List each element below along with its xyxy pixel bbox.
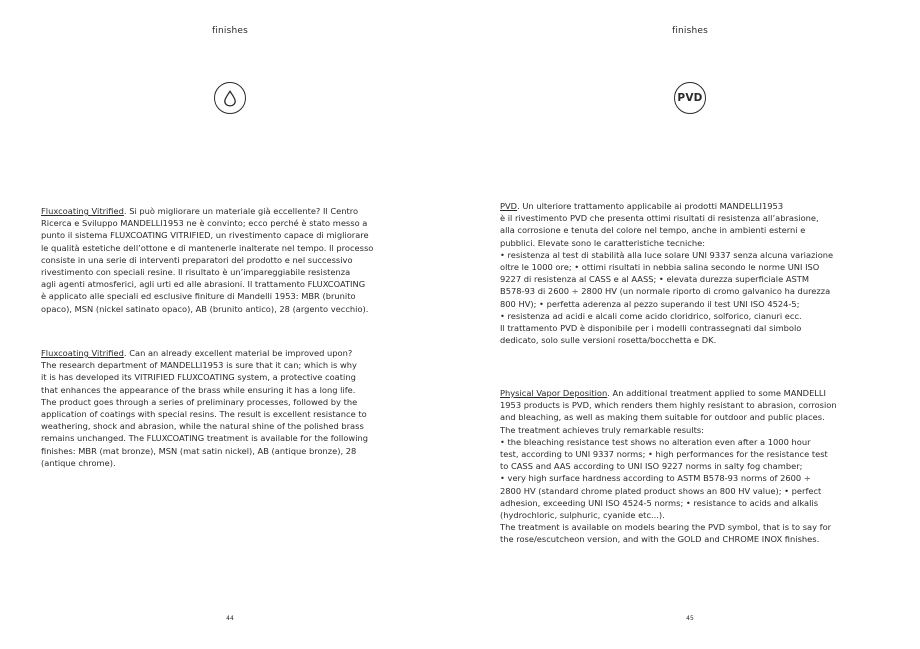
fluxcoating-english-title: Fluxcoating Vitrified bbox=[41, 348, 124, 358]
pvd-badge-icon bbox=[674, 82, 706, 114]
paragraph-line: 1953 products is PVD, which renders them highly resistant to abrasion, corrosion bbox=[500, 400, 837, 411]
paragraph-line: test, according to UNI 9337 norms; • high performances for the resistance test bbox=[500, 449, 828, 460]
first-line-text: . Si può migliorare un materiale già eccellente? Il Centro bbox=[123, 206, 359, 216]
paragraph-line: oltre le 1000 ore; • ottimi risultati in nebbia salina secondo le norme UNI ISO bbox=[500, 262, 820, 273]
fluxcoating-italian-paragraph bbox=[41, 205, 373, 315]
paragraph-line: application of coatings with special resins. The result is excellent resistance to bbox=[41, 409, 367, 420]
paragraph-line: the rose/escutcheon version, and with the GOLD and CHROME INOX finishes. bbox=[500, 534, 820, 545]
paragraph-line: (hydrochloric, sulphuric, cyanide etc...). bbox=[500, 510, 665, 521]
paragraph-first-line bbox=[500, 200, 833, 212]
paragraph-line: Il trattamento PVD è disponibile per i modelli contrassegnati dal simbolo bbox=[500, 323, 802, 334]
pvd-english-paragraph bbox=[500, 387, 837, 546]
right-page-header: finishes bbox=[671, 26, 709, 36]
paragraph-line: • the bleaching resistance test shows no alteration even after a 1000 hour bbox=[500, 436, 811, 447]
paragraph-line: è applicato alle speciali ed esclusive finiture di Mandelli 1953: MBR (brunito bbox=[41, 291, 356, 302]
paragraph-line: dedicato, solo sulle versioni rosetta/bocchetta e DK. bbox=[500, 335, 717, 346]
first-line-text: . An additional treatment applied to some MANDELLI bbox=[607, 388, 827, 398]
paragraph-first-line bbox=[41, 205, 373, 217]
paragraph-first-line bbox=[41, 347, 368, 359]
paragraph-line: The research department of MANDELLI1953 is sure that it can; which is why bbox=[41, 360, 357, 371]
paragraph-line: • resistenza ad acidi e alcali come acido cloridrico, solforico, cianuri ecc. bbox=[500, 310, 802, 321]
paragraph-line: The treatment achieves truly remarkable results: bbox=[500, 424, 704, 435]
paragraph-line: opaco), MSN (nickel satinato opaco), AB (brunito antico), 28 (argento vecchio). bbox=[41, 303, 369, 314]
paragraph-line: and bleaching, as well as making them suitable for outdoor and public places. bbox=[500, 412, 825, 423]
pvd-italian-paragraph bbox=[500, 200, 833, 346]
paragraph-line: 2800 HV (standard chrome plated product shows an 800 HV value); • perfect bbox=[500, 485, 822, 496]
right-page bbox=[460, 0, 920, 649]
pvd-italian-title: PVD bbox=[500, 201, 518, 211]
paragraph-line: pubblici. Elevate sono le caratteristiche tecniche: bbox=[500, 237, 705, 248]
paragraph-line: • very high surface hardness according to ASTM B578-93 norms of 2600 ÷ bbox=[500, 473, 811, 484]
water-drop-icon bbox=[214, 82, 246, 114]
pvd-badge-label: PVD bbox=[677, 92, 703, 104]
left-page-number: 44 bbox=[226, 615, 234, 622]
paragraph-line: punto il sistema FLUXCOATING VITRIFIED, un rivestimento capace di migliorare bbox=[41, 230, 369, 241]
right-page-number: 45 bbox=[686, 615, 694, 622]
paragraph-line: • resistenza al test di stabilità alla luce solare UNI 9337 senza alcuna variazione bbox=[500, 249, 834, 260]
first-line-text: . Un ulteriore trattamento applicabile ai prodotti MANDELLI1953 bbox=[517, 201, 784, 211]
pvd-english-title: Physical Vapor Deposition bbox=[500, 388, 608, 398]
paragraph-line: adhesion, exceeding UNI ISO 4524-5 norms; • resistance to acids and alkalis bbox=[500, 497, 819, 508]
paragraph-line: finishes: MBR (mat bronze), MSN (mat satin nickel), AB (antique bronze), 28 bbox=[41, 445, 357, 456]
paragraph-line: B578-93 di 2600 ÷ 2800 HV (un normale riporto di cromo galvanico ha durezza bbox=[500, 286, 831, 297]
paragraph-line: The product goes through a series of preliminary processes, followed by the bbox=[41, 396, 358, 407]
paragraph-line: that enhances the appearance of the brass while ensuring it has a long life. bbox=[41, 384, 356, 395]
paragraph-line: consiste in una serie di interventi preparatori del prodotto e nel successivo bbox=[41, 254, 353, 265]
paragraph-line: (antique chrome). bbox=[41, 457, 116, 468]
paragraph-line: alla corrosione e tenuta del colore nel tempo, anche in ambienti esterni e bbox=[500, 225, 806, 236]
paragraph-line: to CASS and AAS according to UNI ISO 9227 norms in salty fog chamber; bbox=[500, 461, 803, 472]
paragraph-line: Ricerca e Sviluppo MANDELLI1953 ne è convinto; ecco perché è stato messo a bbox=[41, 218, 368, 229]
paragraph-line: The treatment is available on models bearing the PVD symbol, that is to say for bbox=[500, 522, 832, 533]
first-line-text: . Can an already excellent material be improved upon? bbox=[123, 348, 353, 358]
paragraph-line: remains unchanged. The FLUXCOATING treatment is available for the following bbox=[41, 433, 369, 444]
paragraph-line: le qualità estetiche dell’ottone e di mantenerle inalterate nel tempo. Il processo bbox=[41, 242, 374, 253]
fluxcoating-italian-title: Fluxcoating Vitrified bbox=[41, 206, 124, 216]
paragraph-line: 9227 di resistenza al CASS e al AASS; • elevata durezza superficiale ASTM bbox=[500, 274, 809, 285]
paragraph-line: rivestimento con speciali resine. Il risultato è un’impareggiabile resistenza bbox=[41, 267, 351, 278]
paragraph-line: agli agenti atmosferici, agli urti ed alle abrasioni. Il trattamento FLUXCOATING bbox=[41, 279, 366, 290]
paragraph-line: weathering, shock and abrasion, while the natural shine of the polished brass bbox=[41, 421, 364, 432]
paragraph-line: è il rivestimento PVD che presenta ottimi risultati di resistenza all’abrasione, bbox=[500, 213, 819, 224]
paragraph-line: 800 HV); • perfetta aderenza al pezzo superando il test UNI ISO 4524-5; bbox=[500, 298, 800, 309]
paragraph-line: it is has developed its VITRIFIED FLUXCOATING system, a protective coating bbox=[41, 372, 356, 383]
fluxcoating-english-paragraph bbox=[41, 347, 368, 469]
left-page-header: finishes bbox=[211, 26, 249, 36]
paragraph-first-line bbox=[500, 387, 837, 399]
